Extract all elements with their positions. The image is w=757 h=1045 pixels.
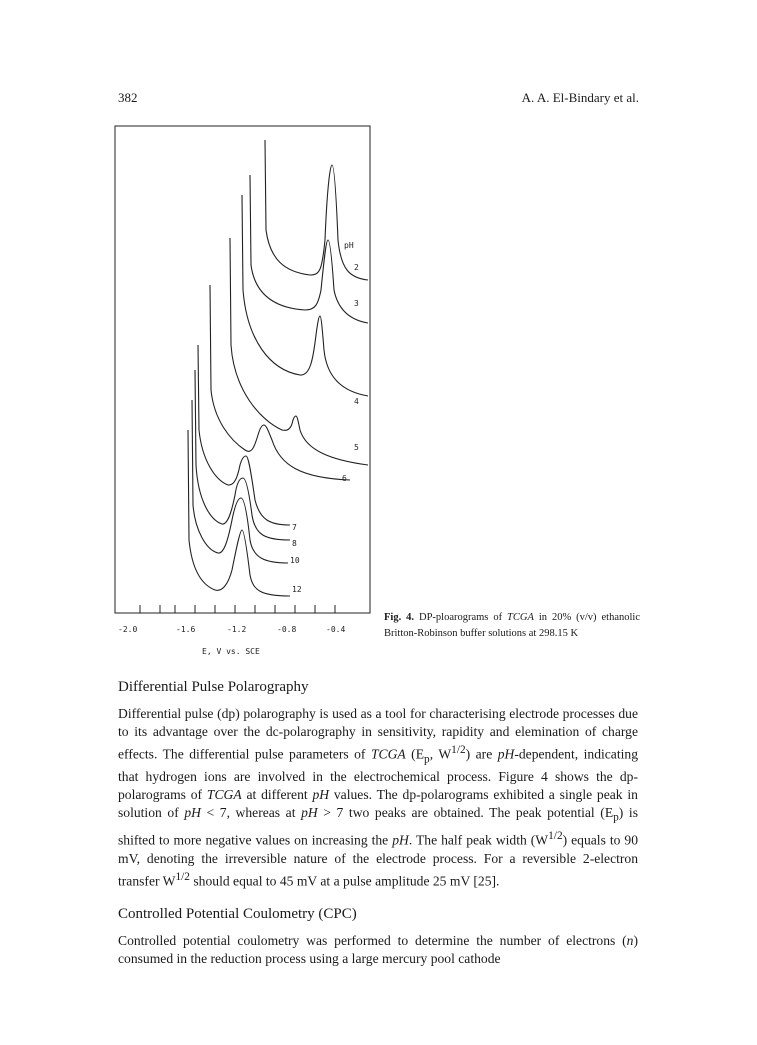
x-tick-label: -1.2 [227, 625, 247, 634]
curve-ph8 [195, 370, 290, 540]
figure-caption [384, 610, 640, 641]
paragraph-cpc: Controlled potential coulometry was performed to determine the number of electrons (n) consumed in the reduction process using a large mercury pool cathode [118, 933, 638, 966]
figure-polarograms [110, 120, 380, 680]
x-tick-label: -2.0 [118, 625, 138, 634]
curves [188, 140, 368, 596]
curve-ph5 [230, 238, 368, 465]
curve-ph2 [265, 140, 368, 280]
caption-label: Fig. 4. [384, 612, 415, 623]
x-tick-label: -0.4 [326, 625, 346, 634]
curve-label-3: 3 [354, 299, 359, 308]
curve-label-8: 8 [292, 539, 297, 548]
ph-label: pH [344, 241, 354, 250]
curve-label-7: 7 [292, 523, 297, 532]
x-tick-label: -1.6 [176, 625, 196, 634]
curve-label-12: 12 [292, 585, 302, 594]
section-heading-dp: Differential Pulse Polarography [118, 679, 309, 695]
running-head: A. A. El-Bindary et al. [521, 90, 639, 105]
section-heading-cpc: Controlled Potential Coulometry (CPC) [118, 906, 357, 922]
x-axis-ticks [140, 605, 335, 613]
curve-label-6: 6 [342, 474, 347, 483]
caption-text: in 20% (v/v) ethanolic Britton-Robinson buffer solutions at 298.15 K [384, 612, 640, 639]
paragraph-dp: Differential pulse (dp) polarography is used as a tool for characterising electrode processes due to its advantage over the dc-polarography in sensitivity, rapidity and elemination of charge effects. The differential pulse parameters of TCGA ($E_p$, $W^{1/2}$) are pH-dependent, indicating that hydrogen ions are involved in the electrochemical process. Figure 4 shows the dp-polarograms of TCGA at different pH values. The dp-polarograms exhibited a single peak in solution of pH < 7, whereas at pH > 7 two peaks are obtained. The peak potential $(E_p)$ is shifted to more negative values on increasing the pH. The half peak width $(W^{1/2})$ equals to 90 mV, denoting the irreversible nature of the electrode process. For a reversible 2-electron transfer $W^{1/2}$ should equal to 45 mV at a pulse amplitude 25 mV [25]. [118, 706, 638, 889]
caption-compound: TCGA [507, 612, 534, 623]
curve-label-10: 10 [290, 556, 300, 565]
curve-label-2: 2 [354, 263, 359, 272]
x-tick-label: -0.8 [277, 625, 297, 634]
curve-ph7 [198, 345, 290, 525]
caption-text: DP-ploarograms of [414, 612, 508, 623]
x-axis-label: E, V vs. SCE [202, 647, 260, 656]
curve-label-4: 4 [354, 397, 359, 406]
page-number: 382 [118, 90, 138, 105]
curve-ph4 [242, 195, 368, 396]
curve-ph12 [188, 430, 290, 596]
curve-label-5: 5 [354, 443, 359, 452]
